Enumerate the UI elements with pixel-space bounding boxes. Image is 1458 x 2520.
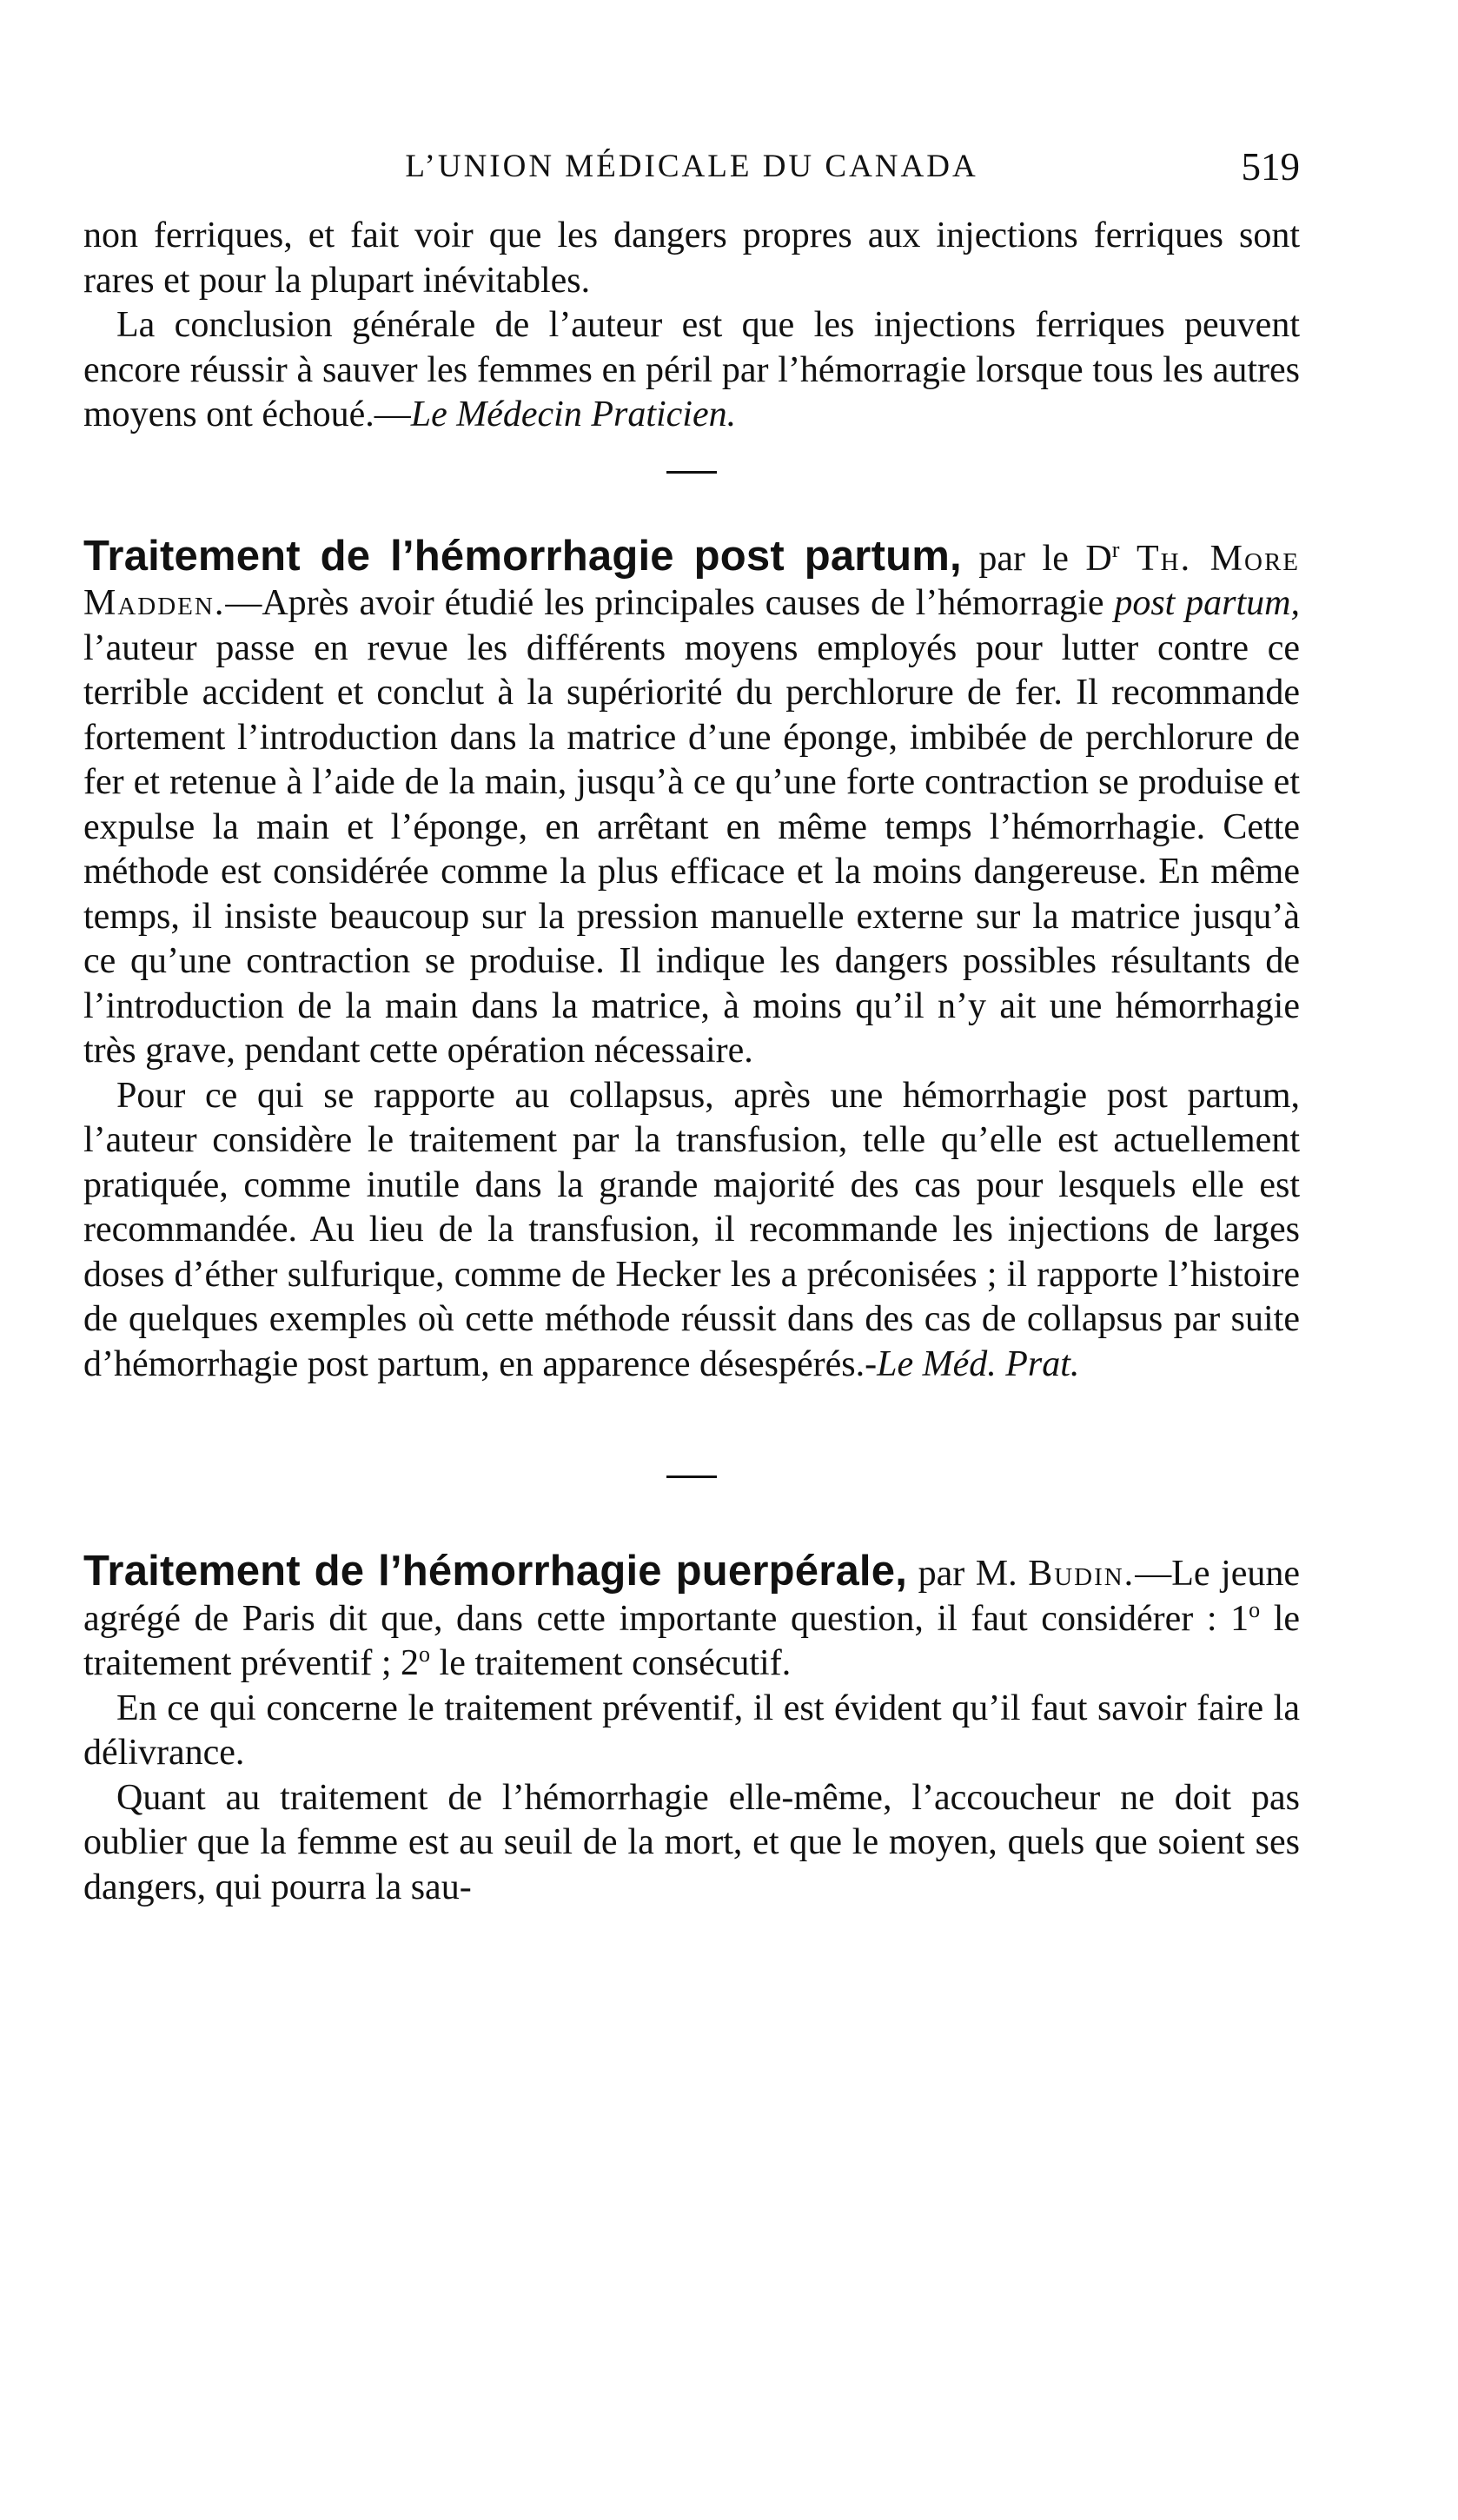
paragraph-text: l’auteur passe en revue les différents moyens employés pour lutter contre ce terrible accident et conclut à la supériorité du perchlorure de fer. Il recommande fortement l’introduction dans la matrice d’une éponge, imbibée de perchlorure de fer et retenue à l’aide de la main, jusqu’à ce qu’une forte contraction se produise et expulse la main et l’éponge, en arrêtant en même temps l’hémorrhagie. Cette méthode est considérée comme la plus efficace et la moins dangereuse. En même temps, il insiste beaucoup sur la pression manuelle externe sur la matrice jusqu’à ce qu’une contraction se produise. Il indique les dangers possibles résultants de l’introduction de la main dans la matrice, à moins qu’il n’y ait une hémorrhagie très grave, pendant cette opération nécessaire. xyxy=(83,627,1300,1071)
paragraph-text: Pour ce qui se rapporte au collapsus, après une hémorrhagie post partum, l’auteur considère le traitement par la transfusion, telle qu’elle est actuellement pratiquée, comme inutile dans la grande majorité des cas pour lesquels elle est recommandée. Au lieu de la transfusion, il recommande les injections de larges doses d’éther sulfurique, comme de Hecker les a préconisées ; il rapporte l’histoire de quelques exemples où cette méthode réussit dans des cas de collapsus par suite d’hémorrhagie post partum, en apparence désespérés.- xyxy=(83,1075,1300,1384)
article-continued xyxy=(83,214,1300,438)
paragraph xyxy=(83,1776,1300,1911)
article-puerperal xyxy=(83,1549,1300,1910)
source-citation: Le Médecin Praticien. xyxy=(410,395,737,434)
paragraph xyxy=(83,214,1300,303)
paragraph-text: non ferriques, et fait voir que les dangers propres aux injections ferriques sont rares et pour la plupart inévitables. xyxy=(83,216,1300,301)
paragraph xyxy=(83,303,1300,438)
paragraph-text: Quant au traitement de l’hémorrhagie elle-même, l’accoucheur ne doit pas oublier que la femme est au seuil de la mort, et que le moyen, quels que soient ses dangers, qui pourra la sau- xyxy=(83,1777,1300,1907)
paragraph-text: le traitement préventif ; 2 xyxy=(83,1598,1301,1683)
source-citation: Le Méd. Prat. xyxy=(877,1343,1080,1384)
paragraph xyxy=(83,534,1300,1074)
article-author: Th. More Madden. xyxy=(83,538,1301,623)
article-postpartum xyxy=(83,534,1300,1388)
section-divider xyxy=(666,471,717,474)
byline-prefix: par le D xyxy=(978,538,1112,579)
paragraph-text: le traitement consécutif. xyxy=(430,1643,792,1683)
page-number: 519 xyxy=(1241,145,1300,189)
article-title: Traitement de l’hémorrhagie post partum, xyxy=(83,532,962,580)
superscript: o xyxy=(419,1641,431,1667)
paragraph xyxy=(83,1687,1300,1776)
section-divider xyxy=(666,1476,717,1478)
superscript: r xyxy=(1111,536,1120,562)
paragraph-text: La conclusion générale de l’auteur est que les injections ferriques peuvent encore réussir à sauver les femmes en péril par l’hémorragie lorsque tous les autres moyens ont échoué.— xyxy=(83,305,1300,434)
paragraph-text: —Le jeune agrégé de Paris dit que, dans cette importante question, il faut considérer : 1 xyxy=(83,1554,1300,1639)
document-page xyxy=(83,145,1301,1910)
article-author: Budin. xyxy=(1028,1554,1136,1594)
italic-phrase: post partum, xyxy=(1114,583,1301,623)
paragraph-text: En ce qui concerne le traitement préventif, il est évident qu’il faut savoir faire la délivrance. xyxy=(83,1688,1300,1773)
paragraph xyxy=(83,1074,1300,1388)
journal-title: L’UNION MÉDICALE DU CANADA xyxy=(405,149,978,184)
running-header xyxy=(83,145,1300,198)
paragraph-text: —Après avoir étudié les principales causes de l’hémorragie xyxy=(225,583,1104,623)
article-title: Traitement de l’hémorrhagie puerpérale, xyxy=(83,1548,908,1595)
superscript: o xyxy=(1249,1596,1261,1622)
paragraph xyxy=(83,1549,1300,1687)
byline-prefix: par M. xyxy=(918,1554,1017,1594)
